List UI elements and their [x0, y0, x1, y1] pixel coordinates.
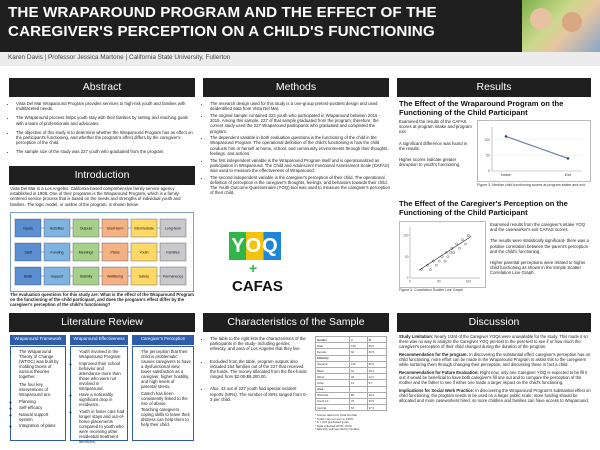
result-2-item: Examined results from the caregiver's intake YOQ and the caseworker's exit CAFAS scores. — [490, 222, 586, 233]
logic-model-label: Wellbeing — [107, 274, 123, 279]
sample-table-cell: 32 — [349, 374, 367, 380]
sample-table-cell: 62 — [349, 405, 367, 411]
result-1-body — [399, 119, 473, 170]
result-1-item: Higher scores indicate greater disruption to youth's functioning. — [399, 157, 461, 168]
scatter-point — [435, 264, 437, 266]
logic-model-label: Outputs — [79, 226, 93, 231]
lit-col-framework — [10, 346, 66, 441]
scatter-point — [458, 247, 460, 249]
result-1-item: Examined the results of the CAFAS scores at program intake and program exit. — [399, 119, 472, 135]
discussion-item — [399, 388, 591, 403]
y-tick-label: 100 — [484, 137, 490, 142]
sample-table-cell: Female — [316, 349, 350, 355]
lit-item: ◦ Self-efficacy — [19, 405, 63, 410]
y-tick-label: 100 — [403, 233, 409, 238]
discussion-text: Right now, only one Caregiver YOQ is expected to be fill it out; it would be beneficial to have both caregiver's fill one out and to compare the perception of the mother and the father to see if either one made a larger impact on the child's functioning. — [399, 370, 588, 385]
sample-table-footnote: * Source data from Vista Del Mar — [315, 413, 358, 417]
logic-model-figure — [10, 212, 194, 292]
sample-table-row — [316, 405, 387, 411]
logic-model-label: Families — [166, 250, 180, 255]
sample-table-cell: 89 — [349, 392, 367, 398]
sample-table-cell: Ethnicity — [316, 355, 350, 361]
result-1-caption: Figure 3: Median child functioning scores at program intake and exit. — [477, 183, 586, 187]
lit-item: ◦ Improved their school behavior and attendance more than those who were not involved in Wraparound. — [79, 361, 125, 391]
logic-model-label: Inputs — [23, 226, 33, 231]
y-tick-label: 0 — [488, 169, 490, 174]
lit-item: • Youth involved in the Wraparound Program: — [79, 349, 125, 359]
methods-item: • The first independent variable is the Wraparound Program itself and is operationalized as participation in Wraparound. The Child and Adolescent Functional Assessment Scale (CAFAS) was used to measure the effectiveness of Wraparound. — [210, 158, 390, 174]
discussion-item — [399, 370, 591, 385]
sample-table-cell: 39.2 — [367, 392, 386, 398]
logic-model-label: Short-term — [106, 226, 124, 231]
lit-item: ◦ Youth in foster care had longer stays and out-of-home placements compared to youth who were receiving other residential treatment services. — [79, 409, 125, 444]
sample-table-footnote: * Ethnicity self-reported by families — [315, 427, 360, 431]
logic-model-label: Safety — [138, 274, 150, 279]
abstract-body — [10, 101, 195, 156]
logic-model-label: Funding — [50, 250, 64, 255]
logic-model-label: Support — [50, 274, 64, 279]
sample-table-cell: Gender — [316, 337, 350, 343]
lit-col-perception — [132, 346, 194, 441]
scatter-point — [456, 243, 458, 245]
lit-col-perception-title: Caregiver's Perception — [132, 335, 194, 345]
lit-item: ◦ Planning — [19, 399, 63, 404]
results-heading: Results — [397, 78, 591, 97]
sample-table-footnote: * Data collected 2015 - 2019 — [315, 423, 352, 428]
sample-table-cell: % — [367, 337, 386, 343]
data-point — [505, 135, 508, 138]
introduction-text: Vista Del Mar is a Los Angeles, California-based comprehensive family service agency established in 1908. One of their programs is the Wraparound Program, which is a family-centered service process that is based on the needs and strengths of individual youth and families. The logic model, or outline of the program, is shown below. — [10, 186, 181, 207]
sample-table-cell: Central — [316, 405, 350, 411]
scatter-point — [461, 239, 463, 241]
methods-item: • The original sample contained 323 youth who participated in Wraparound between 2015 - 2019. Among this sample, 227 of that sample graduated from the program; therefore, the current study used the 227 Wraparound participants who graduated and completed the program. — [210, 113, 390, 134]
sample-table-cell: Other — [316, 380, 350, 386]
abstract-item: • The Wraparound process helps youth stay with their families by setting and reaching goals with a team of professionals and advocates. — [16, 115, 195, 125]
characteristics-item: • Excluded from the table, program outputs also included 164 families out of the 227 that received the funds. The money allocated from the flex-funds ranged from $2.00-$9,300.00. — [210, 359, 308, 380]
sample-table-cell: 13 — [349, 380, 367, 386]
lit-item: • The four key interventions of Wraparound are: — [19, 382, 63, 397]
scatter-point — [429, 268, 431, 270]
sample-table-cell: Area — [316, 386, 350, 392]
sample-table-footnote: * Totals may not sum to 100% — [315, 416, 354, 421]
sample-table-cell: 92 — [349, 349, 367, 355]
poster-title: THE WRAPAROUND PROGRAM AND THE EFFECT OF THE CAREGIVER'S PERCEPTION ON A CHILD'S FUNCTIONING — [8, 4, 437, 40]
lit-col-effectiveness-title: Wraparound Effectiveness — [70, 335, 128, 345]
data-point — [567, 157, 570, 160]
result-1-title: The Effect of the Wraparound Program on the Functioning of the Child Participant — [399, 99, 564, 117]
sample-table-cell: 52.0 — [367, 361, 386, 367]
photo-person-child — [530, 8, 552, 30]
abstract-item: • The sample size of the study was 227 youth who graduated from the program. — [16, 149, 195, 154]
poster-header — [0, 0, 600, 52]
logic-model-label: Intermediate — [134, 226, 154, 231]
result-1-item: A significant difference was found in the results. — [399, 140, 468, 151]
literature-review-heading: Literature Review — [9, 313, 195, 332]
sample-table-cell: 64 — [349, 367, 367, 373]
result-2-body — [490, 222, 590, 279]
discussion-text: In discovering the Wraparound Program's substantial effect on child functioning, the program needs to be used on a larger public scale; more funding should be allocated and more caseworkers hired, so more children and families can have access to Wraparound. — [399, 388, 591, 403]
lit-col-effectiveness — [70, 346, 128, 444]
y-tick-label: 50 — [404, 254, 409, 259]
sample-table-cell: 14.1 — [367, 374, 386, 380]
yoq-logo: YOQ — [229, 232, 281, 260]
scatter-point — [464, 243, 466, 245]
discussion-heading: Discussion — [397, 313, 591, 332]
abstract-item: • The objective of this study is to determine whether the Wraparound Program has an effect on the participant's functioning, and whether the program's effect differs by the caregiver's perception of the child. — [16, 130, 195, 146]
lit-col-framework-title: Wraparound Framework — [10, 335, 66, 345]
result-2-item: Higher parental perceptions were related to higher child functioning as shown in the Simple Scatter Correlation Line Graph. — [490, 260, 586, 276]
characteristics-body — [204, 336, 308, 404]
result-2-title: The Effect of the Caregiver's Perception on the Functioning of the Child Participant — [399, 199, 568, 217]
lit-item: ◦ Integration of plans — [19, 423, 63, 428]
result-2-caption: Figure 3. Correlation Scatter Line Graph — [399, 288, 463, 292]
characteristics-heading: Characteristics of the Sample — [203, 313, 389, 332]
methods-body — [204, 101, 390, 197]
sample-table-cell: 135 — [349, 343, 367, 349]
scatter-chart — [400, 222, 485, 287]
sample-table-cell: n — [349, 337, 367, 343]
y-tick-label: 0 — [406, 276, 409, 281]
x-tick-label: 100 — [465, 279, 471, 284]
result-2-figure — [399, 221, 486, 288]
sample-table-cell: Westside — [316, 392, 350, 398]
abstract-item: • Vista Del Mar Wraparound Program provides services to high-risk youth and families with multifaceted needs. — [16, 101, 195, 111]
evaluation-questions-text: The evaluation questions for this study are: What is the effect of the Wraparound Program on the functioning of the child participant, and does the program's effect differ by the caregiver's perception of the child's functioning? — [10, 292, 194, 308]
line-chart — [478, 121, 590, 181]
logic-model-label: Skills — [23, 274, 33, 279]
author-bar — [0, 52, 600, 66]
logic-model-label: Meetings — [78, 250, 94, 255]
characteristics-item: • Also, 43 out of 227 youth had special incident reports (SIRs). The number of SIRs ranged from 0-3 per child. — [210, 386, 308, 402]
sample-table-cell: 118 — [349, 361, 367, 367]
evaluation-questions — [10, 292, 195, 308]
lit-item: • Teaching caregivers coping skills to leave their distress can help them to help their child. — [141, 407, 191, 427]
methods-item: • The second independent variable is the caregiver's perception of their child. The operational definition of perception is the caregiver's thoughts, feelings, and behaviors towards their child. The Youth Outcome Questionnaire (YOQ) tool was used to measure the caregiver's perception of their child. — [210, 175, 390, 196]
methods-heading: Methods — [203, 78, 389, 97]
scatter-point — [444, 260, 446, 262]
sample-table-cell: 76 — [349, 398, 367, 404]
lit-item: ◦ Have a noticeably significant drop in recidivism. — [79, 392, 125, 407]
scatter-point — [467, 234, 469, 236]
methods-item: • The research design used for this study is a one-group pretest-posttest design and used deidentified data from Vista Del Mar. — [210, 101, 390, 111]
sample-table-cell: Black — [316, 367, 350, 373]
methods-item: • The dependent variable in both evaluation questions is the functioning of the child in the Wraparound Program. The operational definition of the child's functioning is how the child conducts him or herself at home, school, and community environments through their thoughts, feelings, and actions. — [210, 135, 390, 156]
scatter-point — [447, 256, 449, 258]
sample-table-notes — [315, 414, 389, 432]
scatter-point — [438, 260, 440, 262]
discussion-item — [399, 352, 591, 367]
introduction-heading: Introduction — [9, 166, 195, 185]
discussion-label: Recommendation for Future Evaluation: — [399, 370, 479, 375]
x-tick-label: Intake — [501, 173, 511, 177]
sample-table-cell: White — [316, 374, 350, 380]
sample-table-cell: 40.5 — [367, 349, 386, 355]
sample-table-cell: Male — [316, 343, 350, 349]
logic-model-label: Stability — [79, 274, 93, 279]
x-tick-label: 0 — [409, 279, 411, 284]
logic-model-label: Staff — [24, 250, 32, 255]
abstract-heading: Abstract — [9, 78, 195, 97]
y-tick-label: 50 — [486, 153, 490, 158]
sample-table-cell: 5.7 — [367, 380, 386, 386]
logic-model-label: Activities — [49, 226, 65, 231]
trend-line — [419, 236, 472, 270]
lit-item: • The perception that their child is problematic causes caregivers to have a dysfunctional view, lower satisfaction as a caregiver, higher hostility, and high levels of parental stress. — [141, 349, 191, 389]
result-2-item: The results were statistically significant- there was a positive correlation between the parent's perception and the child's functioning. — [490, 238, 589, 254]
x-tick-label: Exit — [565, 173, 571, 177]
scatter-point — [450, 251, 452, 253]
cafas-logo: CAFAS — [232, 278, 283, 295]
discussion-label: Recommendation for the program: — [399, 352, 468, 357]
discussion-text: In discovering the substantial effect caregiver's perception has on child functioning, more effort can be made in the Wraparound Program to assist this to the caregivers while nurturing them through changing their perception, and discussing these in fact a child. — [399, 352, 591, 367]
logic-model-label: Permanency — [162, 274, 184, 279]
sample-table-cell: 28.2 — [367, 367, 386, 373]
scatter-point — [453, 251, 455, 253]
logic-model-label: Long-term — [164, 226, 182, 231]
discussion-text: Nearly 1/3rd of the Caregiver YOQs were unavailable for the study. This made it so there was no way to analyze the Caregiver YOQ pre-test to the post-test to see if or how much the caregiver's perception of their child changed during the duration of the program. — [399, 334, 588, 349]
sample-table-cell: Hispanic — [316, 361, 350, 367]
discussion-label: Implications for Social Work Practice: — [399, 388, 475, 393]
authors: Karen Davis | Professor Jessica Martone | California State University, Fullerton — [8, 54, 231, 61]
header-photo — [522, 0, 600, 52]
discussion-body — [399, 334, 591, 406]
discussion-item — [399, 334, 591, 349]
result-1-figure — [477, 120, 591, 182]
discussion-label: Study Limitation: — [399, 334, 434, 339]
x-tick-label: 50 — [437, 279, 441, 284]
sample-table-cell: 27.3 — [367, 405, 386, 411]
lit-item: • Catech has been consistently linked to the rise of abuse. — [141, 391, 191, 406]
sample-table-cell: South LA — [316, 398, 350, 404]
sample-table-footnote: * N = 227 graduated youth — [315, 420, 349, 424]
lit-item: ◦ Natural support system — [19, 412, 63, 422]
lit-item: • The Wraparound Theory of Change (WTOC) was built by molding facets of various theories together. — [19, 349, 63, 379]
logic-model-diagram — [11, 213, 193, 291]
sample-table-cell: 59.5 — [367, 343, 386, 349]
logic-model-label: Youth — [139, 250, 149, 255]
characteristics-item: • The table to the right lists the characteristics of the participants in the study- including gender, ethnicity, and area of Los Angeles that they live. — [210, 336, 308, 352]
logic-model-label: Plans — [110, 250, 120, 255]
sample-table — [315, 336, 387, 411]
photo-person-parent — [562, 12, 582, 32]
plus-sign: + — [249, 260, 258, 276]
sample-table-cell: 33.5 — [367, 398, 386, 404]
